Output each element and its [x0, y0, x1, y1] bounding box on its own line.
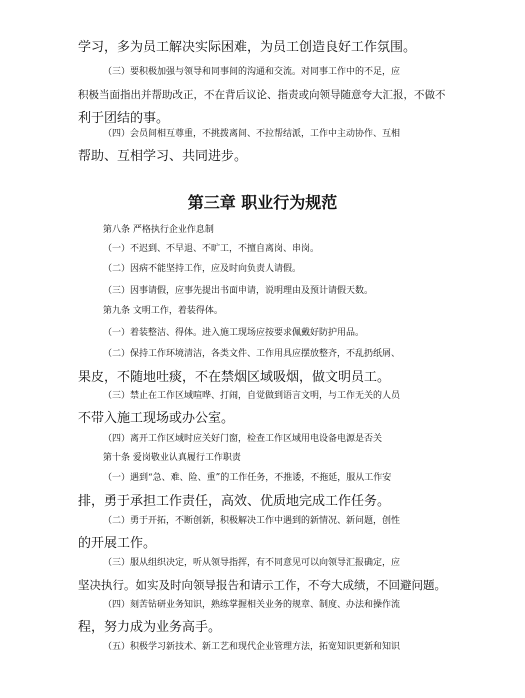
paragraph-line: （三）禁止在工作区域喧哗、打闹，自觉做到语言文明，与工作无关的人员 — [103, 391, 401, 401]
paragraph-line: （一）遇到“急、难、险、重”的工作任务，不推诿，不拖延，服从工作安 — [103, 473, 392, 483]
paragraph-line: 积极当面指出并帮助改正，不在背后议论、指责或向领导随意夸大汇报，不做不 — [78, 89, 446, 101]
paragraph-line: （二）保持工作环境清洁，各类文件、工作用具应摆放整齐，不乱扔纸屑、 — [103, 349, 401, 359]
paragraph-line: （二）勇于开拓，不断创新，积极解决工作中遇到的新情况、新问题，创性 — [103, 516, 401, 526]
article-title: 第八条 严格执行企业作息制 — [103, 225, 214, 235]
paragraph-line: 的开展工作。 — [78, 536, 157, 551]
paragraph-line: 坚决执行。如实及时向领导报告和请示工作，不夸大成绩，不回避问题。 — [78, 578, 446, 592]
paragraph-line: 帮助、互相学习、共同进步。 — [78, 149, 248, 164]
paragraph-line: （三）要积极加强与领导和同事间的沟通和交流。对同事工作中的不足，应 — [103, 67, 401, 77]
paragraph-line: 程，努力成为业务高手。 — [78, 620, 222, 635]
article-title: 第九条 文明工作，着装得体。 — [103, 306, 223, 316]
paragraph-line: 不带入施工现场或办公室。 — [78, 411, 235, 426]
paragraph-line: 利于团结的事。 — [78, 111, 170, 126]
paragraph-line: （一）着装整洁、得体。进入施工现场应按要求佩戴好防护用品。 — [103, 328, 365, 338]
paragraph-line: 果皮，不随地吐痰，不在禁烟区域吸烟，做文明员工。 — [78, 370, 391, 385]
paragraph-line: （四）刻苦钻研业务知识，熟练掌握相关业务的规章、制度、办法和操作流 — [103, 600, 401, 610]
paragraph-line: （五）积极学习新技术、新工艺和现代企业管理方法，拓宽知识更新和知识 — [103, 642, 401, 652]
paragraph-line: 学习，多为员工解决实际困难，为员工创造良好工作氛围。 — [78, 40, 417, 55]
article-title: 第十条 爱岗敬业认真履行工作职责 — [103, 453, 241, 463]
paragraph-line: （四）离开工作区域时应关好门窗，检查工作区域用电设备电源是否关 — [103, 434, 383, 444]
paragraph-line: 排，勇于承担工作责任，高效、优质地完成工作任务。 — [78, 494, 391, 509]
paragraph-line: （一）不迟到、不早退、不旷工，不擅自离岗、串岗。 — [103, 244, 320, 254]
paragraph-line: （四）会员间相互尊重，不挑拨离间、不拉帮结派，工作中主动协作、互相 — [103, 129, 401, 139]
paragraph-line: （三）服从组织决定，听从领导指挥，有不同意见可以向领导汇报确定，应 — [103, 558, 401, 568]
chapter-heading: 第三章 职业行为规范 — [187, 193, 338, 212]
paragraph-line: （三）因事请假，应事先提出书面申请，说明理由及预计请假天数。 — [103, 286, 374, 296]
paragraph-line: （二）因病不能坚持工作，应及时向负责人请假。 — [103, 264, 302, 274]
